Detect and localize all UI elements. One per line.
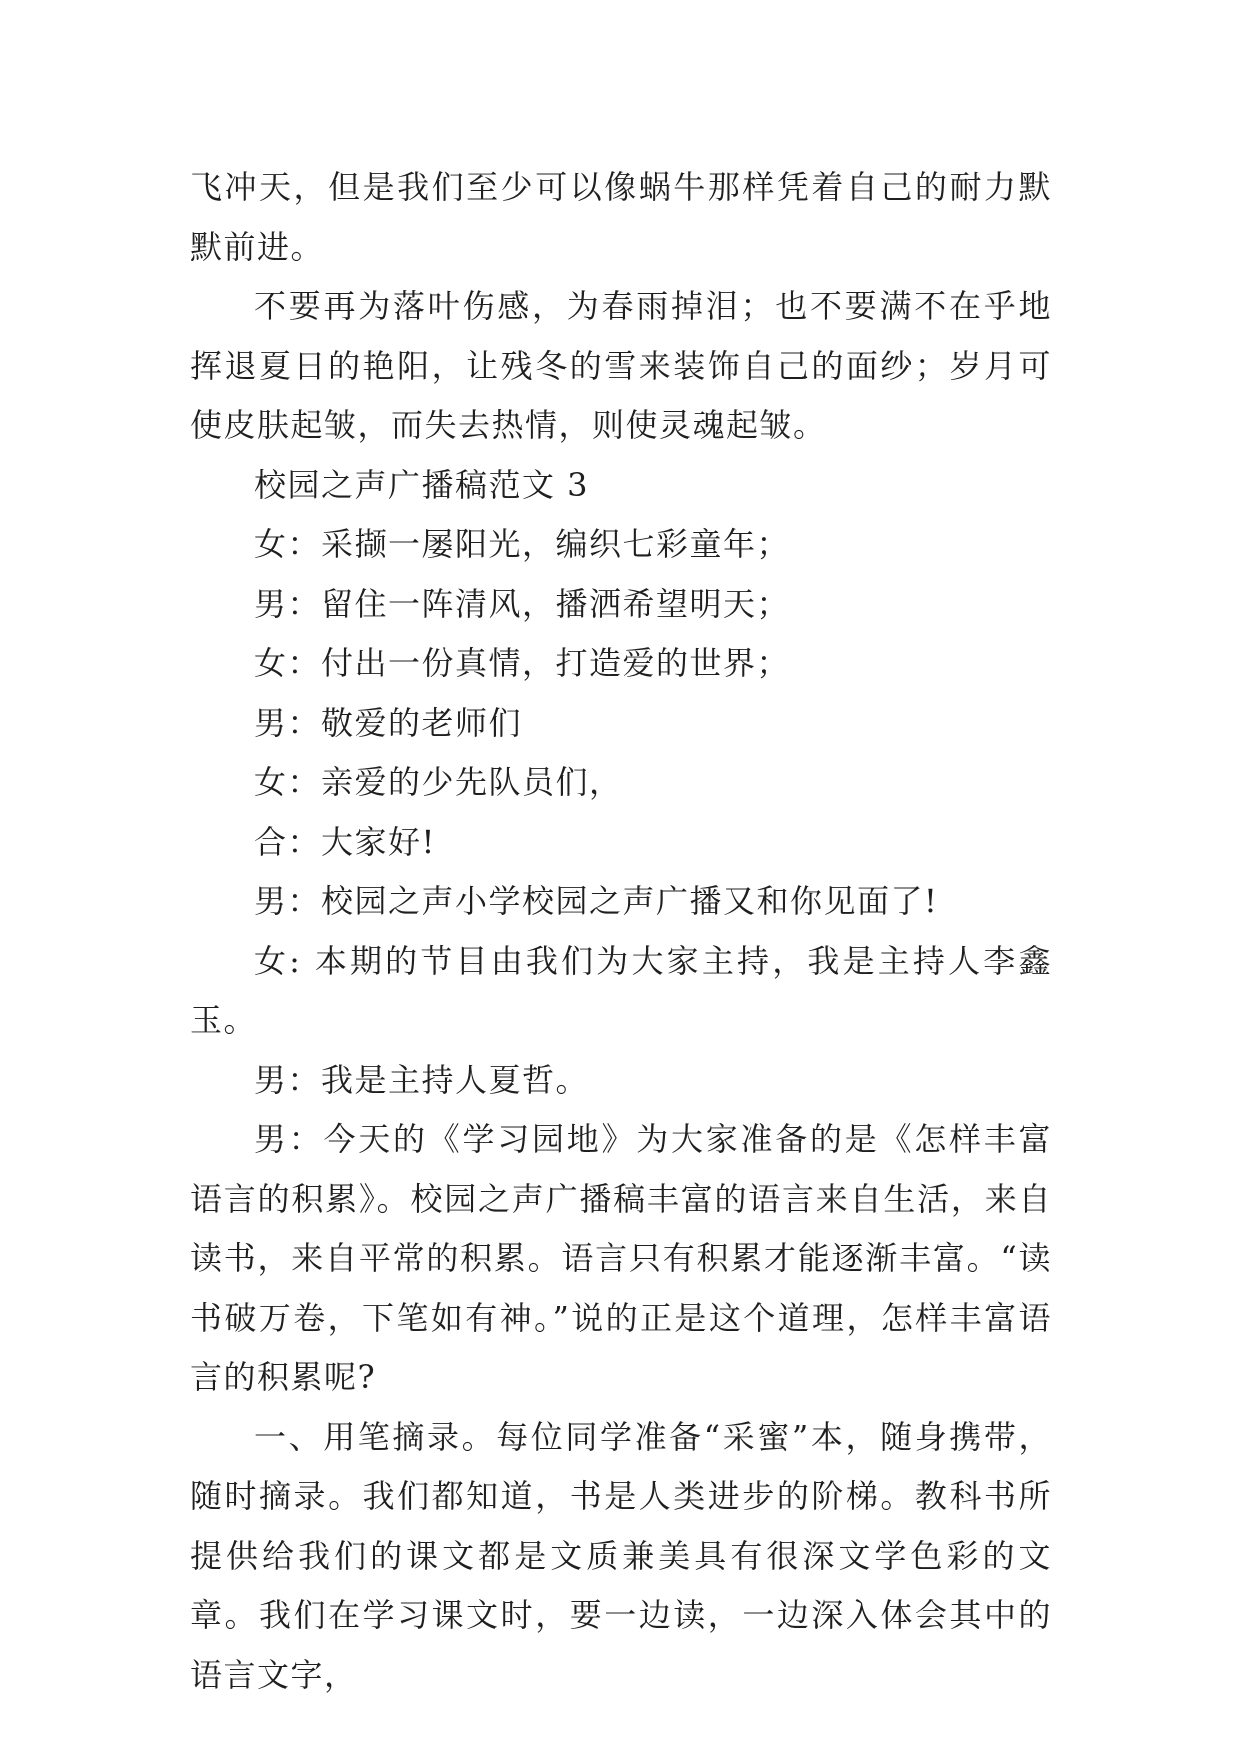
dialogue-line: 男：校园之声小学校园之声广播又和你见面了! xyxy=(254,882,939,920)
dialogue-line: 男：我是主持人夏哲。 xyxy=(254,1060,590,1099)
dialogue-line: 男：敬爱的老师们 xyxy=(254,703,523,742)
dialogue-line: 女：付出一份真情，打造爱的世界； xyxy=(254,644,791,682)
document-body xyxy=(190,158,1052,1705)
paragraph: 一、用笔摘录。每位同学准备“采蜜”本，随身携带，随时摘录。我们都知道，书是人类进步的阶梯。教科书所提供给我们的课文都是文质兼美具有很深文学色彩的文章。我们在学习课文时，要一边读，一边深入体会其中的语言文字， xyxy=(190,1417,1052,1694)
paragraph-continuation: 飞冲天，但是我们至少可以像蜗牛那样凭着自己的耐力默默前进。 xyxy=(190,168,1052,266)
dialogue-line: 女: 本期的节目由我们为大家主持，我是主持人李鑫玉。 xyxy=(190,941,1052,1039)
paragraph: 不要再为落叶伤感，为春雨掉泪；也不要满不在乎地挥退夏日的艳阳，让残冬的雪来装饰自己的面纱；岁月可使皮肤起皱，而失去热情，则使灵魂起皱。 xyxy=(190,287,1052,444)
dialogue-line: 女：采撷一屡阳光，编织七彩童年； xyxy=(254,525,791,563)
dialogue-line: 合：大家好! xyxy=(254,822,436,861)
dialogue-line: 男：留住一阵清风，播洒希望明天； xyxy=(254,584,791,623)
dialogue-paragraph: 男：今天的《学习园地》为大家准备的是《怎样丰富语言的积累》。校园之声广播稿丰富的语言来自生活，来自读书，来自平常的积累。语言只有积累才能逐渐丰富。“读书破万卷，下笔如有神。”说的正是这个道理，怎样丰富语言的积累呢? xyxy=(190,1120,1052,1396)
section-heading: 校园之声广播稿范文 3 xyxy=(254,465,590,504)
dialogue-line: 女：亲爱的少先队员们， xyxy=(254,763,623,801)
